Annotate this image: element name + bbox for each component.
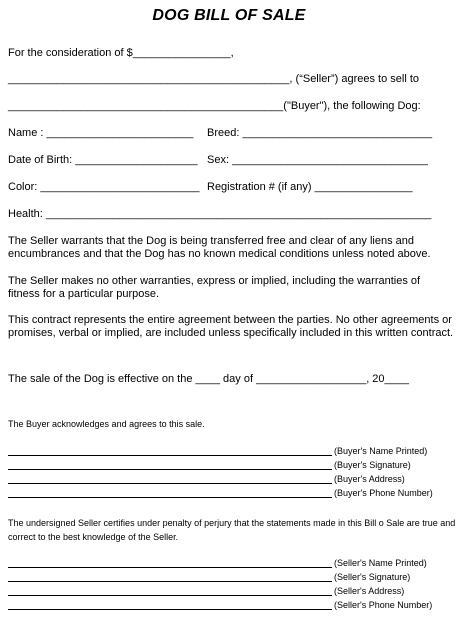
color-field: Color: __________________________ [8,181,200,193]
consideration-line: For the consideration of $________________, [8,47,234,59]
effective-date-line: The sale of the Dog is effective on the ____ day of __________________, 20____ [8,373,410,385]
registration-field: Registration # (if any) ________________ [207,181,413,193]
signature-blank-line [8,567,332,568]
no-warranties-paragraph: The Seller makes no other warranties, express or implied, including the warranties of fitness for a particular purpose. [8,275,421,300]
buyer-acknowledgement: The Buyer acknowledges and agrees to this sale. [8,419,205,429]
signature-blank-line [8,455,332,456]
buyer-phone-label: (Buyer's Phone Number) [334,488,433,498]
breed-field: Breed: _______________________________ [207,127,433,139]
seller-line: ______________________________________________, (“Seller”) agrees to sell to [8,73,420,85]
seller-signature-label: (Seller's Signature) [334,572,411,582]
buyer-signature-label: (Buyer's Signature) [334,460,411,470]
date-of-birth-field: Date of Birth: ____________________ [8,154,198,166]
signature-blank-line [8,609,332,610]
seller-phone-label: (Seller's Phone Number) [334,600,433,610]
signature-blank-line [8,497,332,498]
entire-agreement-paragraph: This contract represents the entire agreement between the parties. No other agreements or promises, verbal or implied, are included unless specifically included in this written contract. [8,314,454,339]
document-title: DOG BILL OF SALE [152,7,306,24]
signature-blank-line [8,483,332,484]
buyer-name-printed-label: (Buyer's Name Printed) [334,446,428,456]
seller-name-printed-label: (Seller's Name Printed) [334,558,427,568]
signature-blank-line [8,469,332,470]
sex-field: Sex: ________________________________ [207,154,428,166]
signature-blank-line [8,595,332,596]
buyer-address-label: (Buyer's Address) [334,474,405,484]
buyer-line: _____________________________________________("Buyer"), the following Dog: [8,100,421,112]
signature-blank-line [8,581,332,582]
health-field: Health: _______________________________________________________________ [8,208,432,220]
seller-certification: The undersigned Seller certifies under penalty of perjury that the statements made in this Bill o Sale are true and correct to the best knowledge of the Seller. [8,518,456,542]
seller-address-label: (Seller's Address) [334,586,405,596]
name-field: Name : ________________________ [8,127,194,139]
warranty-paragraph: The Seller warrants that the Dog is being transferred free and clear of any liens and encumbrances and that the Dog has no known medical conditions unless noted above. [8,235,431,260]
